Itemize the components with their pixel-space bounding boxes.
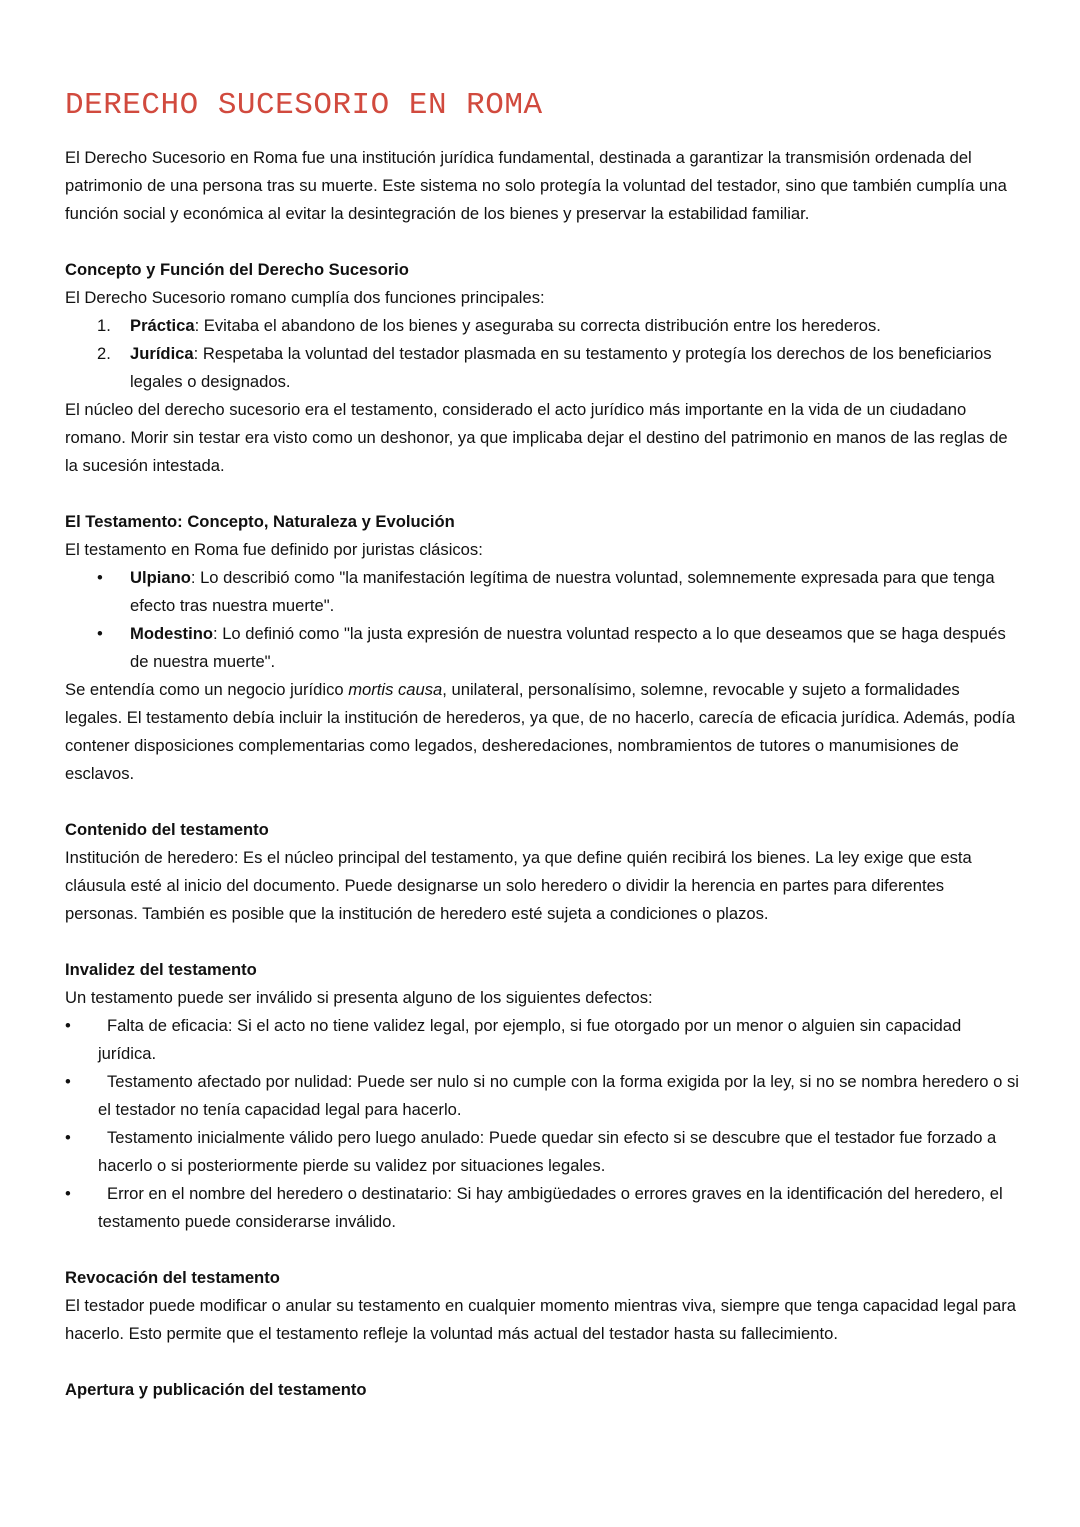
list-term: Ulpiano	[130, 568, 191, 587]
spacer	[65, 1348, 1020, 1376]
spacer	[65, 1236, 1020, 1264]
list-text: Testamento inicialmente válido pero luego anulado: Puede quedar sin efecto si se descubre que el testador fue forzado a hacerlo o si posteriormente pierde su validez por situaciones legales.	[98, 1128, 997, 1175]
list-term: Jurídica	[130, 344, 194, 363]
list-term: Modestino	[130, 624, 213, 643]
closing-italic-term: mortis causa	[348, 680, 443, 699]
list-item	[65, 340, 1020, 396]
defects-list	[65, 1012, 1020, 1236]
section-closing	[65, 676, 1020, 788]
list-text: : Evitaba el abandono de los bienes y aseguraba su correcta distribución entre los herederos.	[194, 316, 881, 335]
bullet-icon: •	[65, 1016, 71, 1035]
list-item	[65, 1124, 1020, 1180]
section-body: El testador puede modificar o anular su testamento en cualquier momento mientras viva, siempre que tenga capacidad legal para hacerlo. Esto permite que el testamento refleje la voluntad más actual del testador hasta su fallecimiento.	[65, 1296, 1016, 1343]
spacer	[65, 928, 1020, 956]
list-item	[65, 564, 1020, 620]
closing-text-before: Se entendía como un negocio jurídico	[65, 680, 349, 699]
list-item	[65, 620, 1020, 676]
section-heading-contenido: Contenido del testamento	[65, 820, 269, 839]
list-term: Práctica	[130, 316, 195, 335]
list-marker: 2.	[97, 344, 111, 363]
bullet-icon: •	[65, 1184, 71, 1203]
intro-paragraph: El Derecho Sucesorio en Roma fue una institución jurídica fundamental, destinada a garantizar la transmisión ordenada del patrimonio de una persona tras su muerte. Este sistema no solo protegía la voluntad del testador, sino que también cumplía una función social y económica al evitar la desintegración de los bienes y preservar la estabilidad familiar.	[65, 148, 1007, 223]
section-closing: El núcleo del derecho sucesorio era el testamento, considerado el acto jurídico más importante en la vida de un ciudadano romano. Morir sin testar era visto como un deshonor, ya que implicaba dejar el destino del patrimonio en manos de las reglas de la sucesión intestada.	[65, 400, 1008, 475]
list-marker: 1.	[97, 316, 111, 335]
list-text: : Lo definió como "la justa expresión de nuestra voluntad respecto a lo que deseamos que se haga después de nuestra muerte".	[130, 624, 1006, 671]
bullet-icon: •	[97, 624, 103, 643]
document-title: DERECHO SUCESORIO EN ROMA	[65, 88, 543, 123]
list-text: : Lo describió como "la manifestación legítima de nuestra voluntad, solemnemente expresada para que tenga efecto tras nuestra muerte".	[130, 568, 995, 615]
section-body: Institución de heredero: Es el núcleo principal del testamento, ya que define quién recibirá los bienes. La ley exige que esta cláusula esté al inicio del documento. Puede designarse un solo heredero o dividir la herencia en partes para diferentes personas. También es posible que la institución de heredero esté sujeta a condiciones o plazos.	[65, 848, 972, 923]
list-item	[65, 1180, 1020, 1236]
list-text: : Respetaba la voluntad del testador plasmada en su testamento y protegía los derechos de los beneficiarios legales o designados.	[130, 344, 992, 391]
list-item	[65, 312, 1020, 340]
spacer	[65, 788, 1020, 816]
list-text: Falta de eficacia: Si el acto no tiene validez legal, por ejemplo, si fue otorgado por un menor o alguien sin capacidad jurídica.	[98, 1016, 962, 1063]
list-text: Error en el nombre del heredero o destinatario: Si hay ambigüedades o errores graves en la identificación del heredero, el testamento puede considerarse inválido.	[98, 1184, 1003, 1231]
bullet-icon: •	[65, 1128, 71, 1147]
section-heading-testamento: El Testamento: Concepto, Naturaleza y Evolución	[65, 512, 455, 531]
list-text: Testamento afectado por nulidad: Puede ser nulo si no cumple con la forma exigida por la ley, si no se nombra heredero o si el testador no tenía capacidad legal para hacerlo.	[98, 1072, 1019, 1119]
section-lead: El Derecho Sucesorio romano cumplía dos funciones principales:	[65, 288, 545, 307]
list-item	[65, 1068, 1020, 1124]
bullet-icon: •	[65, 1072, 71, 1091]
spacer	[65, 480, 1020, 508]
bullet-icon: •	[97, 568, 103, 587]
section-heading-concepto: Concepto y Función del Derecho Sucesorio	[65, 260, 409, 279]
document-page	[65, 84, 1020, 1404]
list-item	[65, 1012, 1020, 1068]
closing-text-after: , unilateral, personalísimo, solemne, revocable y sujeto a formalidades legales. El testamento debía incluir la institución de herederos, ya que, de no hacerlo, carecía de eficacia jurídica. Además, podía contener disposiciones complementarias como legados, desheredaciones, nombramientos de tutores o manumisiones de esclavos.	[65, 680, 1016, 783]
section-lead: Un testamento puede ser inválido si presenta alguno de los siguientes defectos:	[65, 988, 653, 1007]
section-heading-revocacion: Revocación del testamento	[65, 1268, 280, 1287]
jurists-list	[65, 564, 1020, 676]
section-heading-invalidez: Invalidez del testamento	[65, 960, 257, 979]
spacer	[65, 228, 1020, 256]
section-lead: El testamento en Roma fue definido por juristas clásicos:	[65, 540, 483, 559]
functions-list	[65, 312, 1020, 396]
section-heading-apertura: Apertura y publicación del testamento	[65, 1380, 367, 1399]
